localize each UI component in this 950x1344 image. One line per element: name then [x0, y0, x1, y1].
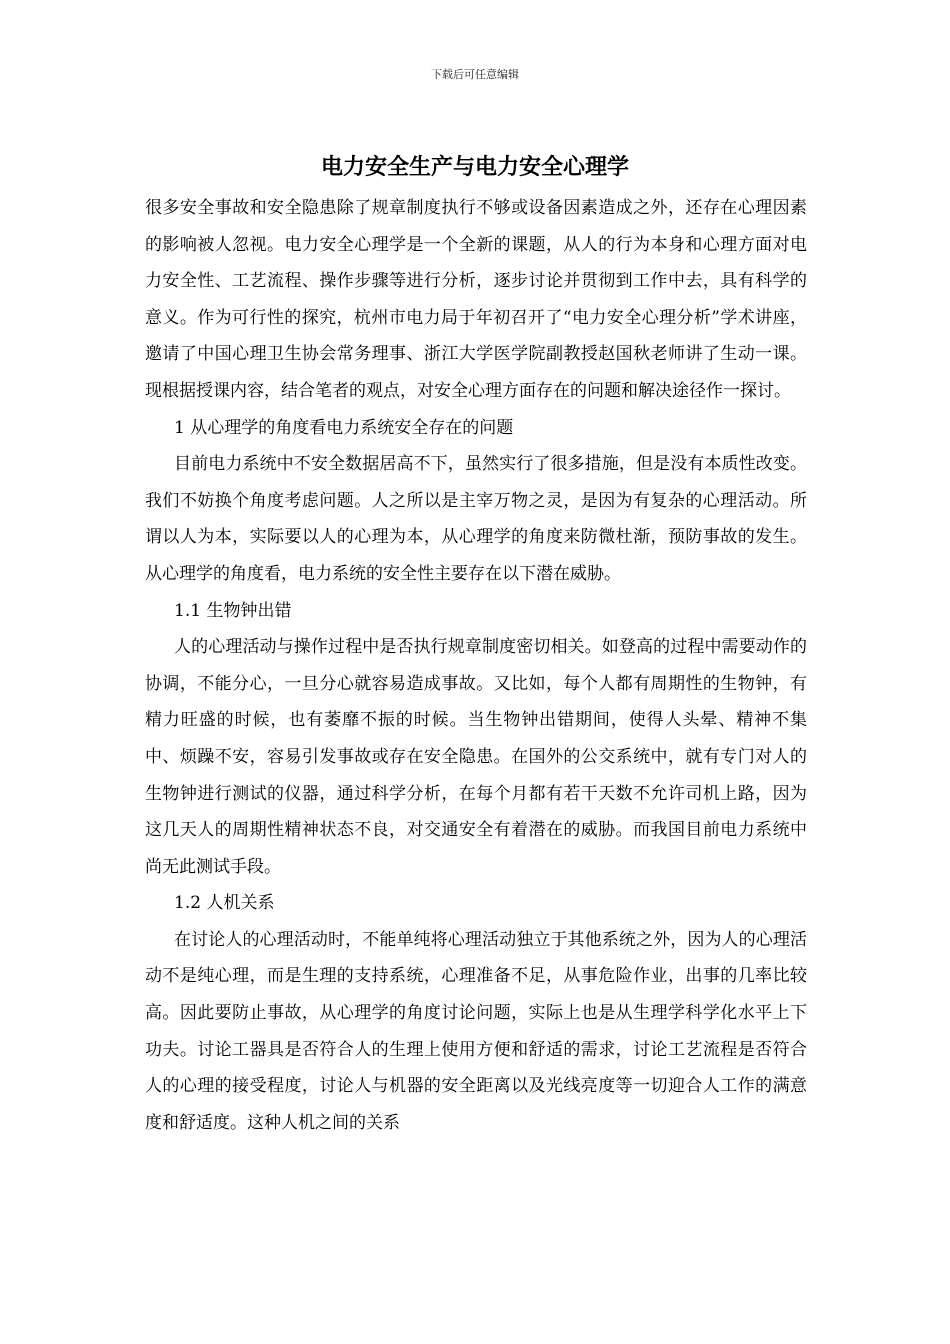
- section-paragraph-1-1: 人的心理活动与操作过程中是否执行规章制度密切相关。如登高的过程中需要动作的协调，不能分心，一旦分心就容易造成事故。又比如，每个人都有周期性的生物钟，有精力旺盛的时候，也有萎靡不振的时候。当生物钟出错期间，使得人头晕、精神不集中、烦躁不安，容易引发事故或存在安全隐患。在国外的公交系统中，就有专门对人的生物钟进行测试的仪器，通过科学分析，在每个月都有若干天数不允许司机上路，因为这几天人的周期性精神状态不良，对交通安全有着潜在的威胁。而我国目前电力系统中尚无此测试手段。: [145, 637, 807, 877]
- document-title: 电力安全生产与电力安全心理学: [320, 155, 629, 180]
- section-paragraph-1-2: 在讨论人的心理活动时，不能单纯将心理活动独立于其他系统之外，因为人的心理活动不是纯心理，而是生理的支持系统，心理准备不足，从事危险作业，出事的几率比较高。因此要防止事故，从心理学的角度讨论问题，实际上也是从生理学科学化水平上下功夫。讨论工器具是否符合人的生理上使用方便和舒适的需求，讨论工艺流程是否符合人的心理的接受程度，讨论人与机器的安全距离以及光线亮度等一切迎合人工作的满意度和舒适度。这种人机之间的关系: [145, 929, 807, 1133]
- section-heading-1-2: 1.2 人机关系: [174, 893, 275, 914]
- section-paragraph-1: 目前电力系统中不安全数据居高不下，虽然实行了很多措施，但是没有本质性改变。我们不妨换个角度考虑问题。人之所以是主宰万物之灵，是因为有复杂的心理活动。所谓以人为本，实际要以人的心理为本，从心理学的角度来防微杜渐，预防事故的发生。从心理学的角度看，电力系统的安全性主要存在以下潜在威胁。: [145, 454, 807, 584]
- intro-paragraph: 很多安全事故和安全隐患除了规章制度执行不够或设备因素造成之外，还存在心理因素的影响被人忽视。电力安全心理学是一个全新的课题，从人的行为本身和心理方面对电力安全性、工艺流程、操作步骤等进行分析，逐步讨论并贯彻到工作中去，具有科学的意义。作为可行性的探究，杭州市电力局于年初召开了“电力安全心理分析”学术讲座，邀请了中国心理卫生协会常务理事、浙江大学医学院副教授赵国秋老师讲了生动一课。现根据授课内容，结合笔者的观点，对安全心理方面存在的问题和解决途径作一探讨。: [145, 198, 807, 401]
- section-heading-1: 1 从心理学的角度看电力系统安全存在的问题: [174, 417, 514, 438]
- document-body: [145, 190, 807, 1141]
- section-heading-1-1: 1.1 生物钟出错: [174, 600, 292, 621]
- page-header: 下载后可任意编辑: [431, 68, 519, 81]
